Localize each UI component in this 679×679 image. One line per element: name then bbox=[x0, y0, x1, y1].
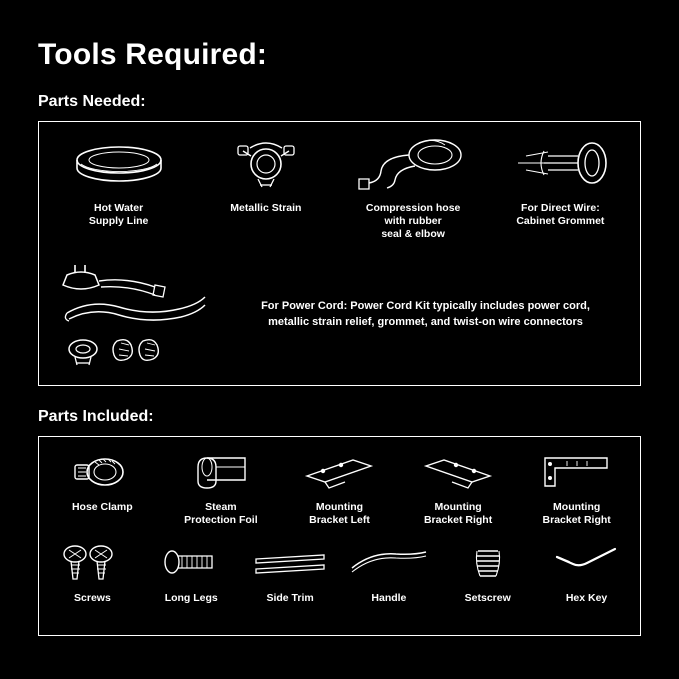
metallic-strain-relief-icon bbox=[196, 132, 336, 194]
parts-needed-top-row bbox=[45, 132, 634, 241]
hose-coil-icon bbox=[49, 132, 189, 194]
handle-icon bbox=[339, 540, 438, 586]
strain-relief-icon bbox=[69, 340, 97, 365]
compression-hose-icon bbox=[343, 132, 483, 194]
section-heading-parts-needed: Parts Needed: bbox=[38, 93, 146, 110]
part-caption: Mounting Bracket Right bbox=[423, 501, 493, 526]
part-mounting-bracket-right bbox=[406, 449, 510, 526]
part-caption: Mounting Bracket Left bbox=[309, 501, 370, 526]
part-caption: Hose Clamp bbox=[71, 501, 133, 513]
page-title: Tools Required: bbox=[38, 38, 268, 71]
setscrew-icon bbox=[438, 540, 537, 586]
section-heading-parts-included: Parts Included: bbox=[38, 408, 154, 425]
part-mounting-bracket-right-long bbox=[525, 449, 629, 526]
part-caption: Setscrew bbox=[464, 592, 511, 605]
wire-connectors-icon bbox=[113, 340, 158, 361]
power-plug-icon bbox=[63, 265, 165, 297]
parts-included-row-2 bbox=[43, 540, 636, 605]
power-cord-kit-icons bbox=[45, 257, 235, 372]
parts-included-panel bbox=[38, 436, 641, 636]
side-trim-icon bbox=[241, 540, 340, 586]
part-screws bbox=[43, 540, 142, 605]
part-caption: Handle bbox=[371, 592, 407, 605]
part-hose-clamp bbox=[50, 449, 154, 514]
part-metallic-strain bbox=[196, 132, 336, 215]
mounting-bracket-right-icon bbox=[406, 449, 510, 495]
part-hot-water-supply-line bbox=[49, 132, 189, 228]
part-caption: Compression hose with rubber seal & elbow bbox=[365, 202, 461, 241]
hose-clamp-icon bbox=[50, 449, 154, 495]
part-side-trim bbox=[241, 540, 340, 605]
part-hex-key bbox=[537, 540, 636, 605]
screws-icon bbox=[43, 540, 142, 586]
part-mounting-bracket-left bbox=[287, 449, 391, 526]
part-long-legs bbox=[142, 540, 241, 605]
power-cord-note: For Power Cord: Power Cord Kit typically includes power cord, metallic strain relief, grommet, and twist-on wire connectors bbox=[261, 299, 590, 328]
mounting-bracket-left-icon bbox=[287, 449, 391, 495]
part-cabinet-grommet bbox=[490, 132, 630, 228]
part-steam-protection-foil bbox=[169, 449, 273, 526]
part-caption: Steam Protection Foil bbox=[184, 501, 258, 526]
part-caption: Hex Key bbox=[565, 592, 608, 605]
steam-protection-foil-icon bbox=[169, 449, 273, 495]
part-caption: For Direct Wire: Cabinet Grommet bbox=[516, 202, 605, 228]
hex-key-icon bbox=[537, 540, 636, 586]
part-caption: Side Trim bbox=[266, 592, 314, 605]
mounting-bracket-right-long-icon bbox=[525, 449, 629, 495]
part-handle bbox=[339, 540, 438, 605]
part-caption: Screws bbox=[74, 592, 111, 605]
long-legs-icon bbox=[142, 540, 241, 586]
part-compression-hose bbox=[343, 132, 483, 241]
part-caption: Long Legs bbox=[164, 592, 218, 605]
parts-needed-panel bbox=[38, 121, 641, 386]
parts-included-row-1 bbox=[43, 449, 636, 526]
part-caption: Metallic Strain bbox=[230, 202, 302, 214]
part-caption: Hot Water Supply Line bbox=[88, 202, 149, 228]
power-cord-icon bbox=[65, 297, 205, 321]
cabinet-grommet-icon bbox=[490, 132, 630, 194]
parts-needed-bottom-row bbox=[45, 257, 634, 372]
part-setscrew bbox=[438, 540, 537, 605]
part-caption: Mounting Bracket Right bbox=[542, 501, 611, 526]
